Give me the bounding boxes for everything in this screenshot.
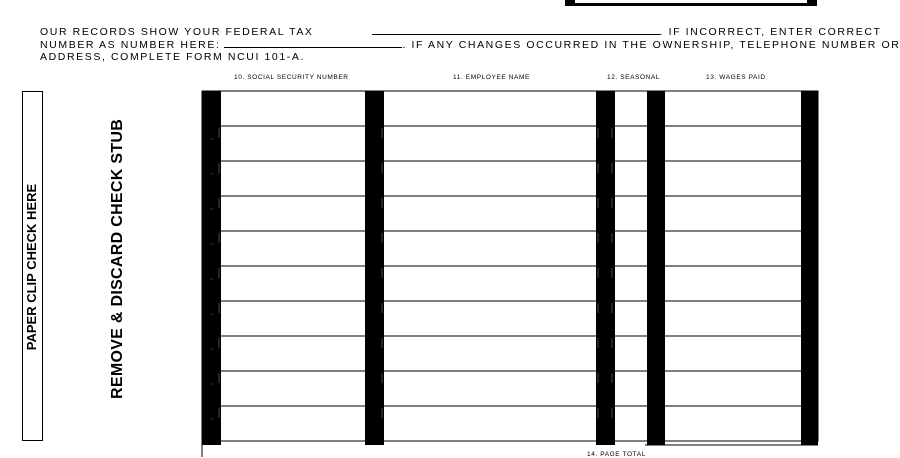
ssn-cell[interactable] [221,372,365,405]
remove-stub-label: REMOVE & DISCARD CHECK STUB [109,118,126,399]
column-header-wages-paid: 13. WAGES PAID [706,74,766,81]
employee-name-cell[interactable] [384,407,596,440]
seasonal-cell[interactable] [615,197,647,230]
employee-name-cell[interactable] [384,232,596,265]
notice-line-2-after: . IF ANY CHANGES OCCURRED IN THE OWNERSHIP, TELEPHONE NUMBER OR [402,39,900,51]
notice-line-3: ADDRESS, COMPLETE FORM NCUI 101-A. [40,51,306,63]
employee-name-cell[interactable] [384,162,596,195]
employee-name-cell[interactable] [384,127,596,160]
seasonal-cell[interactable] [615,127,647,160]
wages-paid-cell[interactable] [665,372,801,405]
seasonal-cell[interactable] [615,232,647,265]
employee-name-cell[interactable] [384,337,596,370]
employee-name-cell[interactable] [384,92,596,125]
employee-name-cell[interactable] [384,302,596,335]
employee-name-cell[interactable] [384,197,596,230]
wages-paid-cell[interactable] [665,92,801,125]
ssn-cell[interactable] [221,127,365,160]
column-header-ssn: 10. SOCIAL SECURITY NUMBER [234,74,349,81]
seasonal-cell[interactable] [615,92,647,125]
column-header-seasonal: 12. SEASONAL [607,74,661,81]
ssn-cell[interactable] [221,232,365,265]
notice-line-1-after: . IF INCORRECT, ENTER CORRECT [659,26,882,38]
wages-paid-cell[interactable] [665,197,801,230]
wages-paid-cell[interactable] [665,267,801,300]
seasonal-cell[interactable] [615,302,647,335]
seasonal-cell[interactable] [615,162,647,195]
wages-paid-cell[interactable] [665,302,801,335]
notice-line-2-before: NUMBER AS NUMBER HERE: [40,39,221,51]
ssn-right-bar [365,91,384,445]
seasonal-cell[interactable] [615,267,647,300]
paper-clip-label: PAPER CLIP CHECK HERE [24,183,39,351]
wages-paid-cell[interactable] [665,162,801,195]
ssn-cell[interactable] [221,407,365,440]
column-header-employee-name: 11. EMPLOYEE NAME [453,74,530,81]
ssn-cell[interactable] [221,302,365,335]
seasonal-cell[interactable] [615,372,647,405]
ssn-cell[interactable] [221,92,365,125]
seasonal-cell[interactable] [615,407,647,440]
ssn-cell[interactable] [221,162,365,195]
wages-paid-cell[interactable] [665,337,801,370]
page-total-label: 14. PAGE TOTAL [587,451,646,458]
ssn-left-bar [202,91,221,445]
wages-paid-cell[interactable] [665,127,801,160]
ssn-cell[interactable] [221,267,365,300]
ssn-cell[interactable] [221,337,365,370]
wages-left-bar [647,91,665,445]
notice-line-1-before: OUR RECORDS SHOW YOUR FEDERAL TAX [40,26,314,38]
seasonal-cell[interactable] [615,337,647,370]
employee-name-cell[interactable] [384,267,596,300]
ssn-cell[interactable] [221,197,365,230]
wages-paid-cell[interactable] [665,407,801,440]
employee-name-cell[interactable] [384,372,596,405]
wages-paid-cell[interactable] [665,232,801,265]
wages-right-bar [801,91,818,445]
